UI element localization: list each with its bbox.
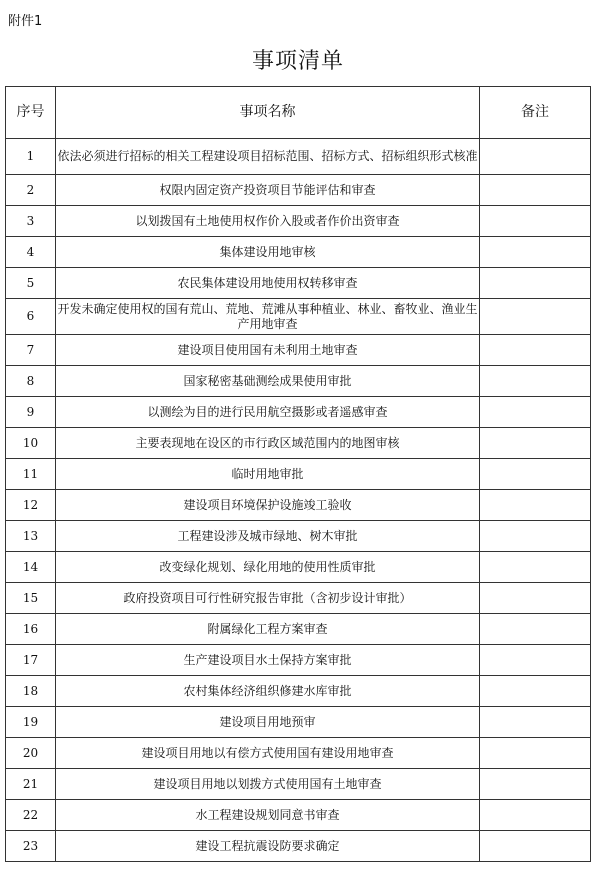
column-header-item-name: 事项名称 [56,87,480,139]
table-row [6,769,591,800]
row-number-cell: 9 [6,397,56,428]
row-remarks-cell [480,645,591,676]
row-number-cell: 2 [6,175,56,206]
row-number-cell: 19 [6,707,56,738]
row-remarks-cell [480,769,591,800]
table-row [6,490,591,521]
row-remarks-cell [480,397,591,428]
row-number-cell: 16 [6,614,56,645]
row-item-name-cell: 依法必须进行招标的相关工程建设项目招标范围、招标方式、招标组织形式核准 [56,139,480,175]
table-row [6,428,591,459]
row-number-cell: 3 [6,206,56,237]
row-remarks-cell [480,459,591,490]
row-number-cell: 4 [6,237,56,268]
row-number-cell: 15 [6,583,56,614]
column-header-number: 序号 [6,87,56,139]
row-number-cell: 23 [6,831,56,862]
attachment-label: 附件1 [8,14,43,29]
table-row [6,139,591,175]
row-item-name-cell: 建设项目用地以划拨方式使用国有土地审查 [56,769,480,800]
table-row [6,614,591,645]
row-number-cell: 17 [6,645,56,676]
row-remarks-cell [480,268,591,299]
table-row [6,206,591,237]
table-row [6,237,591,268]
row-number-cell: 12 [6,490,56,521]
row-remarks-cell [480,237,591,268]
table-row [6,676,591,707]
row-item-name-cell: 建设项目使用国有未利用土地审查 [56,335,480,366]
row-remarks-cell [480,490,591,521]
table-header-row [6,87,591,139]
row-remarks-cell [480,738,591,769]
row-item-name-cell: 工程建设涉及城市绿地、树木审批 [56,521,480,552]
row-remarks-cell [480,428,591,459]
table-body [6,139,591,862]
row-number-cell: 13 [6,521,56,552]
column-header-remarks: 备注 [480,87,591,139]
row-remarks-cell [480,614,591,645]
row-item-name-cell: 建设项目用地预审 [56,707,480,738]
table-row [6,800,591,831]
table-row [6,707,591,738]
row-number-cell: 10 [6,428,56,459]
table-row [6,521,591,552]
table-row [6,397,591,428]
row-item-name-cell: 以测绘为目的进行民用航空摄影或者遥感审查 [56,397,480,428]
row-number-cell: 6 [6,299,56,335]
row-number-cell: 21 [6,769,56,800]
row-item-name-cell: 集体建设用地审核 [56,237,480,268]
page-title: 事项清单 [251,49,344,74]
table-row [6,175,591,206]
row-remarks-cell [480,831,591,862]
table-row [6,459,591,490]
table-row [6,335,591,366]
row-number-cell: 20 [6,738,56,769]
item-list-table [5,86,591,862]
row-remarks-cell [480,707,591,738]
table-row [6,552,591,583]
table-row [6,268,591,299]
row-remarks-cell [480,139,591,175]
row-remarks-cell [480,206,591,237]
row-item-name-cell: 主要表现地在设区的市行政区域范围内的地图审核 [56,428,480,459]
row-item-name-cell: 生产建设项目水土保持方案审批 [56,645,480,676]
row-remarks-cell [480,335,591,366]
table-row [6,645,591,676]
row-item-name-cell: 以划拨国有土地使用权作价入股或者作价出资审查 [56,206,480,237]
row-number-cell: 1 [6,139,56,175]
row-number-cell: 18 [6,676,56,707]
row-remarks-cell [480,175,591,206]
row-remarks-cell [480,521,591,552]
row-number-cell: 11 [6,459,56,490]
row-item-name-cell: 农民集体建设用地使用权转移审查 [56,268,480,299]
row-number-cell: 8 [6,366,56,397]
row-remarks-cell [480,299,591,335]
row-number-cell: 14 [6,552,56,583]
table-row [6,738,591,769]
row-item-name-cell: 改变绿化规划、绿化用地的使用性质审批 [56,552,480,583]
row-remarks-cell [480,552,591,583]
row-remarks-cell [480,676,591,707]
row-remarks-cell [480,366,591,397]
row-item-name-cell: 建设项目用地以有偿方式使用国有建设用地审查 [56,738,480,769]
row-item-name-cell: 国家秘密基础测绘成果使用审批 [56,366,480,397]
row-number-cell: 7 [6,335,56,366]
row-item-name-cell: 建设项目环境保护设施竣工验收 [56,490,480,521]
row-item-name-cell: 农村集体经济组织修建水库审批 [56,676,480,707]
row-item-name-cell: 权限内固定资产投资项目节能评估和审查 [56,175,480,206]
row-item-name-cell: 附属绿化工程方案审查 [56,614,480,645]
row-item-name-cell: 政府投资项目可行性研究报告审批（含初步设计审批） [56,583,480,614]
row-remarks-cell [480,583,591,614]
table-row [6,831,591,862]
row-remarks-cell [480,800,591,831]
row-number-cell: 5 [6,268,56,299]
row-item-name-cell: 建设工程抗震设防要求确定 [56,831,480,862]
table-row [6,366,591,397]
row-item-name-cell: 临时用地审批 [56,459,480,490]
row-item-name-cell: 开发未确定使用权的国有荒山、荒地、荒滩从事种植业、林业、畜牧业、渔业生产用地审查 [56,299,480,335]
row-number-cell: 22 [6,800,56,831]
table-row [6,583,591,614]
table-row [6,299,591,335]
row-item-name-cell: 水工程建设规划同意书审查 [56,800,480,831]
